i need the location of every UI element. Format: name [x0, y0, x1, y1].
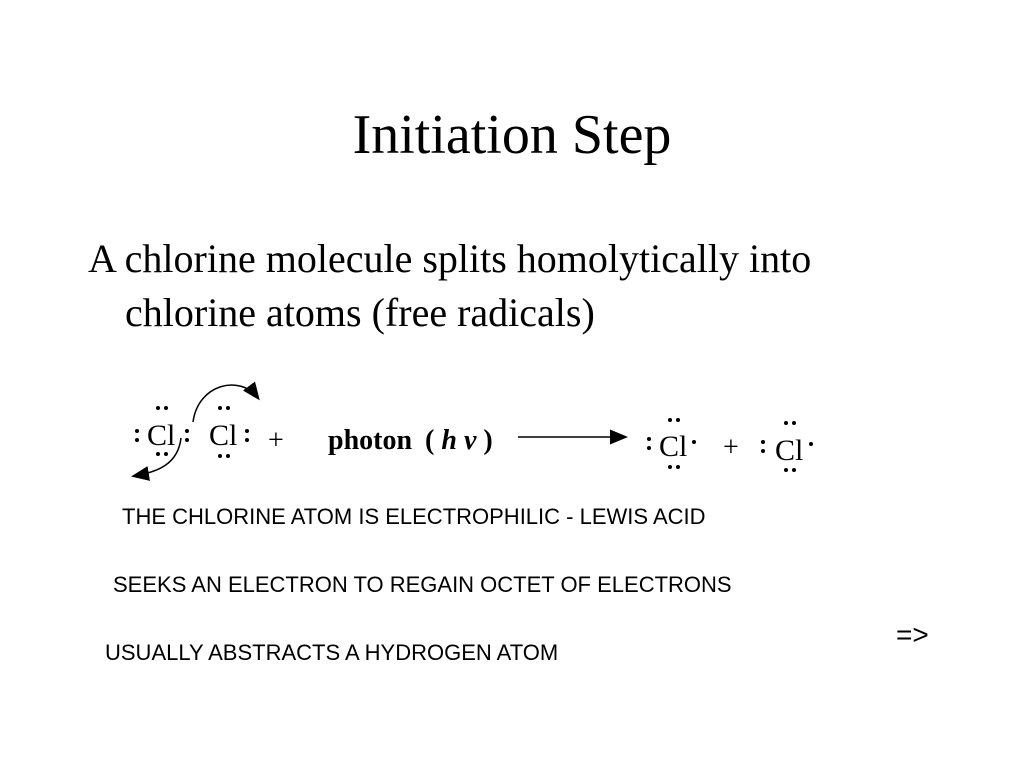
electron-dot: [164, 406, 168, 410]
electron-dot: [226, 406, 230, 410]
electron-dot: [135, 438, 139, 442]
body-line-2: chlorine atoms (free radicals): [125, 290, 595, 335]
electron-dot: [156, 406, 160, 410]
electron-dot: [156, 452, 160, 456]
electron-dot: [761, 440, 765, 444]
bond-electron-dot: [185, 438, 189, 442]
photon-open-paren: (: [425, 425, 435, 456]
electron-dot: [792, 468, 796, 472]
bond-electron-dot: [185, 429, 189, 433]
electron-dot: [647, 437, 651, 441]
electron-dot: [218, 406, 222, 410]
electron-dot: [218, 454, 222, 458]
unpaired-electron-dot: [692, 440, 696, 444]
electron-dot: [668, 418, 672, 422]
planck-h: h: [441, 425, 457, 456]
electron-dot: [226, 454, 230, 458]
electron-dot: [135, 429, 139, 433]
photon-label: [328, 425, 493, 456]
note-electrophilic: THE CHLORINE ATOM IS ELECTROPHILIC - LEWIS ACID: [122, 504, 706, 529]
electron-dot: [245, 438, 249, 442]
electron-dot: [668, 465, 672, 469]
unpaired-electron-dot: [809, 442, 813, 446]
electron-dot: [245, 429, 249, 433]
electron-dot: [676, 465, 680, 469]
note-octet: SEEKS AN ELECTRON TO REGAIN OCTET OF ELECTRONS: [113, 572, 732, 597]
curved-arrow-right: [193, 385, 258, 422]
electron-dot: [164, 452, 168, 456]
next-slide-arrow[interactable]: =>: [896, 619, 929, 650]
reactant-chlorine-2: [209, 406, 249, 458]
body-line-1: A chlorine molecule splits homolytically into: [88, 236, 812, 281]
electron-dot: [784, 468, 788, 472]
product-atom-2-label: Cl: [775, 434, 804, 467]
electron-dot: [676, 418, 680, 422]
photon-word: photon: [328, 425, 413, 456]
product-atom-1-label: Cl: [659, 430, 688, 463]
reactant-atom-1-label: Cl: [147, 419, 176, 452]
plus-sign-2: +: [723, 432, 739, 463]
frequency-nu: ν: [463, 425, 477, 456]
slide-title: Initiation Step: [352, 104, 672, 166]
electron-dot: [784, 421, 788, 425]
electron-dot: [647, 446, 651, 450]
electron-dot: [792, 421, 796, 425]
note-abstracts-hydrogen: USUALLY ABSTRACTS A HYDROGEN ATOM: [105, 640, 559, 665]
reactant-atom-2-label: Cl: [209, 419, 238, 452]
photon-close-paren: ): [483, 425, 493, 456]
reaction-diagram: [0, 370, 1024, 490]
product-chlorine-radical-2: [761, 421, 813, 472]
reactant-chlorine-1: [135, 406, 175, 456]
slide-body-text: [88, 232, 948, 340]
product-chlorine-radical-1: [647, 418, 696, 469]
plus-sign-1: +: [268, 425, 284, 456]
electron-dot: [761, 449, 765, 453]
